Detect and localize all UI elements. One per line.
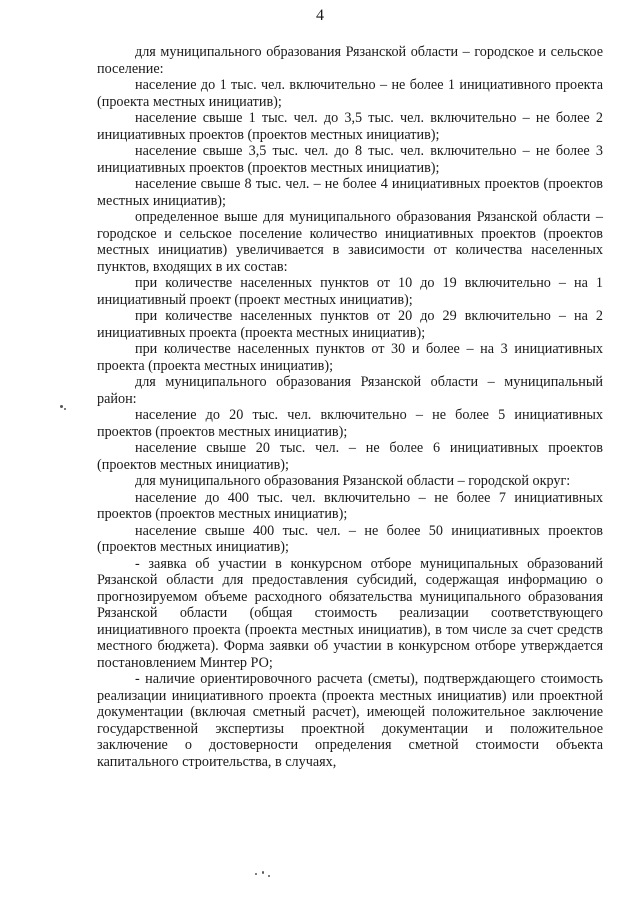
page-number: 4 (316, 7, 324, 24)
paragraph: население до 1 тыс. чел. включительно – не более 1 инициативного проекта (проекта местных инициатив); (97, 77, 603, 110)
paragraph: население свыше 400 тыс. чел. – не более 50 инициативных проектов (проектов местных инициатив); (97, 522, 603, 555)
scan-artifact (64, 408, 66, 410)
scan-artifact (60, 405, 63, 408)
paragraph: для муниципального образования Рязанской области – городское и сельское поселение: (97, 44, 603, 77)
paragraph: для муниципального образования Рязанской области – городской округ: (135, 473, 571, 489)
paragraph: для муниципального образования Рязанской области – муниципальный район: (97, 374, 603, 407)
paragraph: при количестве населенных пунктов от 20 до 29 включительно – на 2 инициативных проекта (проекта местных инициатив); (97, 308, 603, 341)
paragraph: определенное выше для муниципального образования Рязанской области – городское и сельское поселение количество инициативных проектов (проектов местных инициатив) увеличивается в зависимости от количества населенных пунктов, входящих в их состав: (97, 209, 603, 275)
paragraph: население свыше 1 тыс. чел. до 3,5 тыс. чел. включительно – не более 2 инициативных проектов (проектов местных инициатив); (97, 110, 603, 143)
paragraph: - заявка об участии в конкурсном отборе муниципальных образований Рязанской области для предоставления субсидий, содержащая информацию о прогнозируемом объеме расходного обязательства муниципального образования Рязанской области (общая стоимость реализации соответствующего инициативного проекта (проекта местных инициатив), в том числе за счет средств местного бюджета). Форма заявки об участии в конкурсном отборе утверждается постановлением Минтер РО; (97, 555, 603, 671)
paragraph: население свыше 8 тыс. чел. – не более 4 инициативных проектов (проектов местных инициатив); (97, 176, 603, 209)
paragraph: население до 400 тыс. чел. включительно – не более 7 инициативных проектов (проектов местных инициатив); (97, 489, 603, 522)
document-body (97, 44, 603, 770)
paragraph: - наличие ориентировочного расчета (сметы), подтверждающего стоимость реализации инициативного проекта (проекта местных инициатив) или проектной документации (включая сметный расчет), имеющей положительное заключение государственной экспертизы проектной документации и положительное заключение о достоверности определения сметной стоимости объекта капитального строительства, в случаях, (97, 671, 603, 770)
paragraph: население свыше 3,5 тыс. чел. до 8 тыс. чел. включительно – не более 3 инициативных проектов (проектов местных инициатив); (97, 143, 603, 176)
paragraph: при количестве населенных пунктов от 10 до 19 включительно – на 1 инициативный проект (проект местных инициатив); (97, 275, 603, 308)
paragraph: население до 20 тыс. чел. включительно – не более 5 инициативных проектов (проектов местных инициатив); (97, 407, 603, 440)
scan-artifact (262, 871, 264, 874)
scan-artifact (268, 875, 270, 877)
paragraph: при количестве населенных пунктов от 30 и более – на 3 инициативных проекта (проекта местных инициатив); (97, 341, 603, 374)
paragraph: население свыше 20 тыс. чел. – не более 6 инициативных проектов (проектов местных инициатив); (97, 440, 603, 473)
scan-artifact (255, 873, 257, 875)
